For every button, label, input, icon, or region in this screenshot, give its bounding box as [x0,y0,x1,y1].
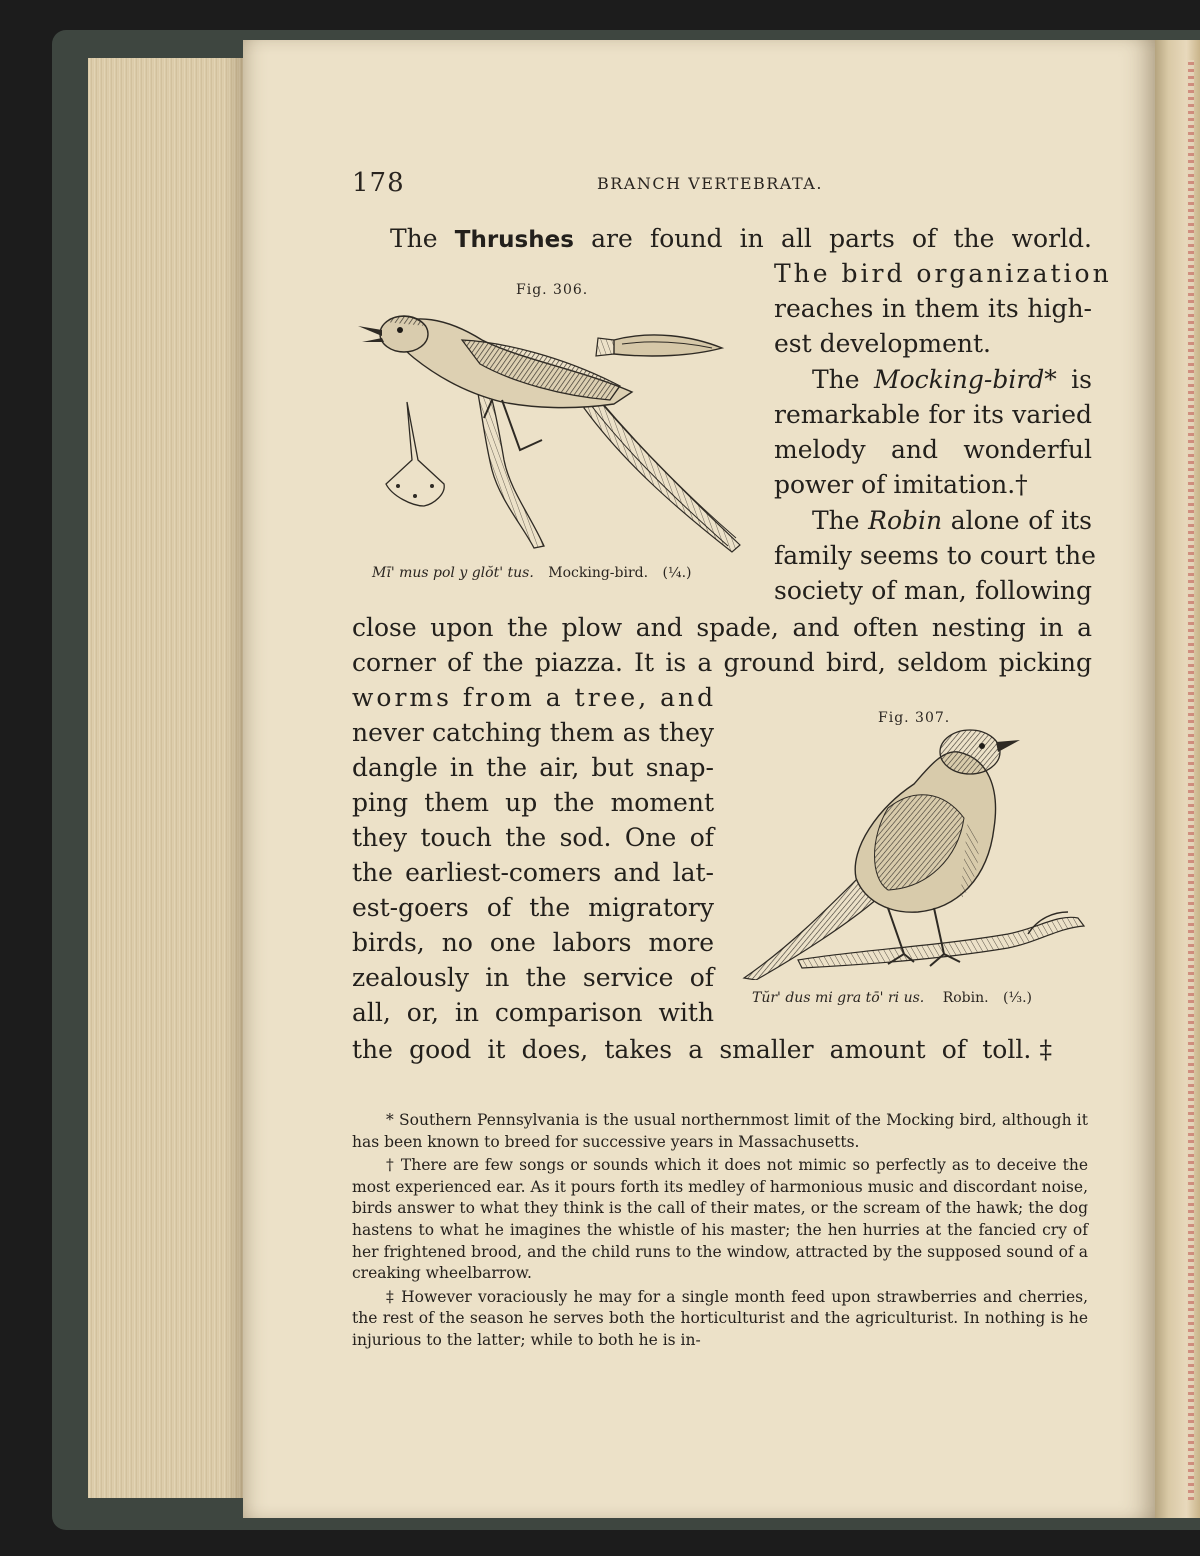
text-line: reaches in them its high- [774,294,1092,323]
text-line: remarkable for its varied [774,400,1092,429]
figure-307-caption: Tŭr' dus mi gra tō' ri us. Robin. (⅓.) [752,990,1032,1006]
text-line: close upon the plow and spade, and often nesting in a [352,613,1092,642]
footnote-2: † There are few songs or sounds which it does not mimic so perfectly as to deceive the most experienced ear. As it pours forth its medley of harmonious music and discordant noise, birds answer to what they think is the call of their mates, or the scream of the hawk; the dog hastens to what he imagines the whistle of his master; the hen hurries at the fancied cry of her frightened brood, and the child runs to the window, attracted by the supposed sound of a creaking wheelbarrow. [352,1156,1088,1283]
text-line: zealously in the service of [352,963,714,992]
robin-illustration [738,728,1092,980]
text-line: society of man, following [774,576,1092,605]
figure-307-label: Fig. 307. [878,710,951,726]
footnote-3: ‡ However voraciously he may for a single month feed upon strawberries and cherries, the rest of the season he serves both the horticulturist and the agriculturist. In nothing is he injurious to the latter; while to both he is in- [352,1287,1088,1349]
footnote-1: * Southern Pennsylvania is the usual northernmost limit of the Mocking bird, although it has been known to breed for successive years in Massachusetts. [352,1111,1088,1151]
text-line: birds, no one labors more [352,928,714,957]
text-line: The Robin alone of its [812,506,1092,535]
figure-306-label: Fig. 306. [516,282,589,298]
page-number: 178 [352,168,405,198]
text-line: never catching them as they [352,718,714,747]
text-line: dangle in the air, but snap- [352,753,714,782]
text-line: worms from a tree, and [352,683,717,712]
text-line: power of imitation.† [774,470,1028,499]
text-line: the good it does, takes a smaller amount of toll.‡ [352,1035,1052,1064]
figure-306-caption: Mī' mus pol y glŏt' tus. Mocking-bird. (¼.) [372,565,692,581]
text-line: est development. [774,329,991,358]
page-edges [88,58,243,1498]
footnotes [352,1110,1088,1354]
text-line: family seems to court the [774,541,1096,570]
text-line: corner of the piazza. It is a ground bird, seldom picking [352,648,1092,677]
text-line: est-goers of the migratory [352,893,714,922]
text-line: they touch the sod. One of [352,823,714,852]
text-line: all, or, in comparison with [352,998,714,1027]
text-line: melody and wonderful [774,435,1092,464]
page-header [352,168,1092,202]
text-line: The Thrushes are found in all parts of the world. [390,224,1092,253]
running-head: BRANCH VERTEBRATA. [597,174,823,193]
text-line: the earliest-comers and lat- [352,858,714,887]
text-line: The bird organization [774,259,1112,288]
text-line: ping them up the moment [352,788,714,817]
text-line: The Mocking-bird* is [812,365,1092,394]
book-gutter [1155,40,1200,1518]
mocking-bird-illustration [352,300,747,558]
